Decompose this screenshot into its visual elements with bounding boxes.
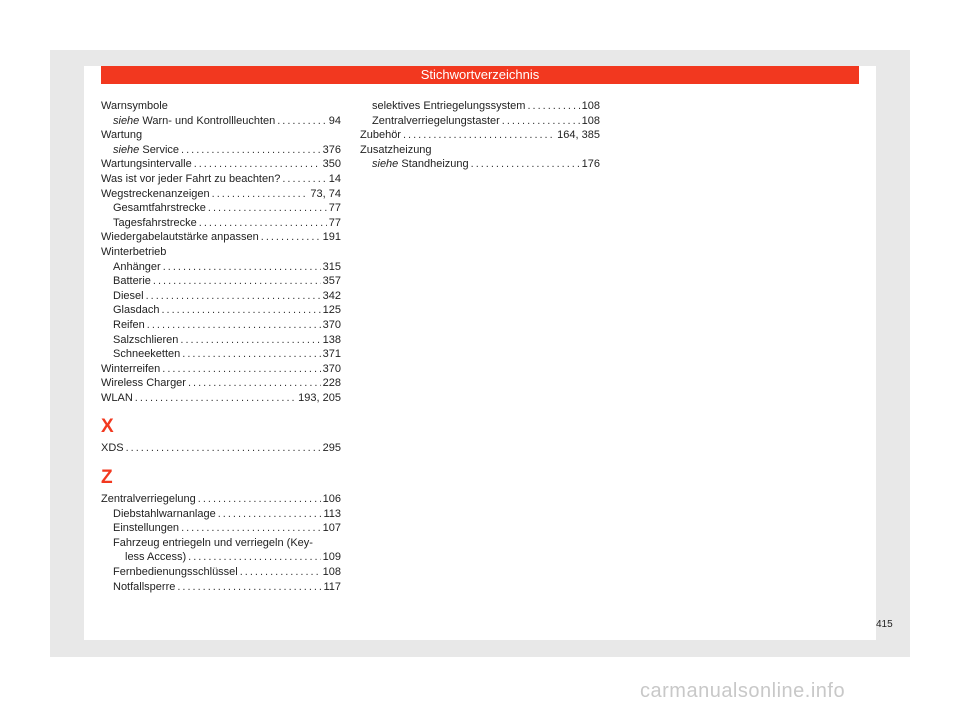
page-number: 415: [876, 619, 893, 630]
right-entries: [360, 99, 600, 172]
leader-dots: [218, 507, 322, 522]
page-ref: 106: [322, 493, 341, 506]
index-entry: [101, 492, 341, 507]
page-ref: 191: [322, 231, 341, 244]
leader-dots: [180, 333, 320, 348]
index-entry: [101, 216, 341, 231]
entry-term: Gesamtfahrstrecke: [113, 202, 206, 215]
leader-dots: [181, 143, 321, 158]
page-ref: 376: [322, 143, 341, 156]
leader-dots: [282, 172, 326, 187]
entry-term: selektives Entriegelungssystem: [372, 100, 526, 112]
entry-term: Reifen: [113, 318, 145, 331]
siehe-label: siehe: [113, 114, 140, 127]
entry-term: WLAN: [101, 391, 133, 404]
entry-term: Schneeketten: [113, 348, 181, 361]
index-entry: [101, 521, 341, 536]
leader-dots: [188, 376, 321, 391]
index-entry: [101, 333, 341, 348]
leader-dots: [126, 441, 321, 456]
index-entry: [101, 318, 341, 333]
page-ref: 108: [322, 566, 341, 579]
entry-term: Zubehör: [360, 129, 401, 142]
index-entry: [101, 347, 341, 362]
leader-dots: [403, 128, 555, 143]
index-entry: [101, 362, 341, 377]
index-entry: [101, 274, 341, 289]
x-entries: [101, 441, 341, 456]
index-entry: [101, 260, 341, 275]
index-heading: Wartung: [101, 129, 143, 142]
page-ref: 295: [322, 442, 341, 455]
index-entry: [101, 507, 341, 522]
entry-term: Einstellungen: [113, 522, 180, 535]
leader-dots: [153, 274, 321, 289]
entry-term: Wireless Charger: [101, 377, 186, 390]
index-entry: [101, 441, 341, 456]
reference-term: Standheizung: [398, 158, 469, 171]
page-ref: 176: [581, 158, 600, 171]
leader-dots: [261, 230, 321, 245]
entry-term: Wartungsintervalle: [101, 158, 192, 171]
page-ref: 125: [322, 304, 341, 317]
entry-term: Zentralverriegelungstaster: [372, 114, 500, 127]
entry-term: Notfallsperre: [113, 580, 176, 593]
index-entry: [101, 376, 341, 391]
page-ref: 107: [322, 522, 341, 535]
leader-dots: [199, 216, 327, 231]
page-ref: 77: [328, 202, 341, 215]
entry-term: Zentralverriegelung: [101, 493, 196, 506]
entry-term: less Access): [125, 551, 187, 564]
leader-dots: [181, 521, 321, 536]
letter-heading-x: X: [101, 416, 114, 438]
page-ref: 370: [322, 318, 341, 331]
leader-dots: [135, 391, 296, 406]
index-entry: [101, 550, 341, 565]
page-ref: 138: [322, 333, 341, 346]
leader-dots: [147, 318, 321, 333]
entry-term: Diebstahlwarnanlage: [113, 507, 216, 520]
page-ref: 371: [322, 348, 341, 361]
page-ref: 117: [323, 580, 341, 593]
entry-term: [113, 143, 179, 158]
index-heading: Winterbetrieb: [101, 245, 167, 258]
index-entry: [360, 99, 600, 114]
page-ref: 228: [322, 377, 341, 390]
page-ref: 108: [581, 114, 600, 127]
index-entry: [101, 143, 341, 158]
leader-dots: [161, 303, 320, 318]
page-ref: 94: [328, 114, 341, 127]
page-ref: 370: [322, 362, 341, 375]
page-ref: 108: [581, 100, 600, 112]
page-ref: 14: [328, 172, 341, 185]
leader-dots: [502, 114, 580, 129]
page-ref: 315: [322, 260, 341, 273]
leader-dots: [182, 347, 320, 362]
page-ref: 73, 74: [310, 187, 341, 200]
page-ref: 113: [323, 507, 341, 520]
entry-term: Wegstreckenanzeigen: [101, 187, 210, 200]
index-entry: [101, 114, 341, 129]
index-entry: [360, 114, 600, 129]
index-heading: Fahrzeug entriegeln und verriegeln (Key-: [113, 536, 313, 549]
section-header: Stichwortverzeichnis: [101, 66, 859, 84]
entry-term: Anhänger: [113, 260, 161, 273]
leader-dots: [240, 565, 321, 580]
index-entry: [360, 128, 600, 143]
leader-dots: [527, 99, 579, 114]
index-entry: [101, 172, 341, 187]
entry-term: Salzschlieren: [113, 333, 179, 346]
entry-term: Diesel: [113, 289, 144, 302]
page-ref: 109: [322, 551, 341, 564]
leader-dots: [208, 201, 327, 216]
index-entry: [101, 289, 341, 304]
index-column-left: [101, 99, 341, 594]
entry-term: Fernbedienungsschlüssel: [113, 566, 238, 579]
index-entry: [101, 565, 341, 580]
leader-dots: [198, 492, 321, 507]
leader-dots: [162, 362, 320, 377]
index-column-right: [360, 99, 600, 172]
leader-dots: [194, 157, 321, 172]
leader-dots: [188, 550, 321, 565]
index-entry: [101, 187, 341, 202]
page-ref: 77: [328, 216, 341, 229]
leader-dots: [146, 289, 321, 304]
siehe-label: siehe: [113, 143, 140, 156]
entry-term: Winterreifen: [101, 362, 161, 375]
page-ref: 350: [322, 158, 341, 171]
index-heading: Warnsymbole: [101, 100, 168, 112]
z-entries: [101, 492, 341, 594]
letter-heading-z: Z: [101, 467, 113, 489]
reference-term: Service: [139, 143, 180, 156]
leader-dots: [212, 187, 309, 202]
entry-term: XDS: [101, 442, 124, 455]
entry-term: Wiedergabelautstärke anpassen: [101, 231, 259, 244]
index-entry: [360, 157, 600, 172]
index-entry: [101, 580, 341, 595]
reference-term: Warn- und Kontrollleuchten: [139, 114, 276, 127]
entry-term: [372, 157, 469, 172]
siehe-label: siehe: [372, 158, 399, 171]
page-ref: 357: [322, 275, 341, 288]
index-entry: [101, 157, 341, 172]
w-entries: [101, 99, 341, 405]
index-heading: Zusatzheizung: [360, 143, 432, 156]
entry-term: Batterie: [113, 275, 151, 288]
entry-term: Tagesfahrstrecke: [113, 216, 197, 229]
leader-dots: [177, 580, 321, 595]
index-entry: [101, 230, 341, 245]
watermark-text: carmanualsonline.info: [640, 680, 846, 702]
page-ref: 342: [322, 289, 341, 302]
index-entry: [101, 201, 341, 216]
page-ref: 193, 205: [298, 391, 341, 404]
page-ref: 164, 385: [557, 129, 600, 142]
leader-dots: [163, 260, 321, 275]
index-entry: [101, 303, 341, 318]
leader-dots: [471, 157, 580, 172]
entry-term: [113, 114, 275, 129]
entry-term: Was ist vor jeder Fahrt zu beachten?: [101, 172, 281, 185]
leader-dots: [277, 114, 327, 129]
entry-term: Glasdach: [113, 304, 160, 317]
index-entry: [101, 391, 341, 406]
